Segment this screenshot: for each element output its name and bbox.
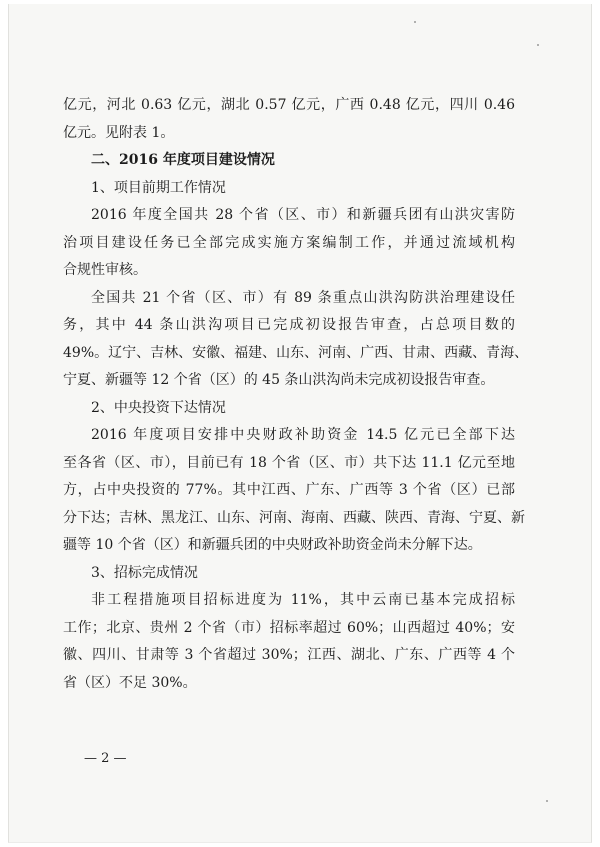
text-line: 亿元，河北 0.63 亿元，湖北 0.57 亿元，广西 0.48 亿元，四川 0.46: [63, 97, 515, 113]
text-line: 分下达；吉林、黑龙江、山东、河南、海南、西藏、陕西、青海、宁夏、新: [63, 509, 525, 526]
text-line: 全国共 21 个省（区、市）有 89 条重点山洪沟防洪治理建设任: [91, 289, 515, 306]
text-line: 疆等 10 个省（区）和新疆兵团的中央财政补助资金尚未分解下达。: [63, 537, 482, 553]
text-line: 徽、四川、甘肃等 3 个省超过 30%；江西、湖北、广东、广西等 4 个: [63, 647, 515, 663]
subsection-heading: 3、招标完成情况: [91, 564, 198, 581]
scan-speck: [414, 21, 416, 23]
page-number: — 2 —: [84, 751, 127, 766]
text-line: 49%。辽宁、吉林、安徽、福建、山东、河南、广西、甘肃、西藏、青海、: [63, 344, 529, 361]
text-line: 合规性审核。: [63, 262, 147, 278]
text-line: 至各省（区、市），目前已有 18 个省（区、市）共下达 11.1 亿元至地: [63, 454, 515, 471]
scan-speck: [537, 44, 539, 46]
text-line: 2016 年度项目安排中央财政补助资金 14.5 亿元已全部下达: [91, 427, 515, 443]
text-line: 亿元。见附表 1。: [63, 124, 175, 141]
section-heading: 二、2016 年度项目建设情况: [91, 152, 275, 168]
text-line: 省（区）不足 30%。: [63, 674, 197, 691]
scan-speck: [546, 800, 548, 802]
text-line: 工作；北京、贵州 2 个省（市）招标率超过 60%；山西超过 40%；安: [63, 619, 515, 636]
subsection-heading: 1、项目前期工作情况: [91, 179, 226, 196]
text-line: 2016 年度全国共 28 个省（区、市）和新疆兵团有山洪灾害防: [91, 207, 515, 223]
text-line: 非工程措施项目招标进度为 11%，其中云南已基本完成招标: [91, 592, 515, 608]
subsection-heading: 2、中央投资下达情况: [91, 399, 226, 416]
body-text: [63, 92, 529, 697]
text-line: 宁夏、新疆等 12 个省（区）的 45 条山洪沟尚未完成初设报告审查。: [63, 372, 495, 388]
text-line: 务，其中 44 条山洪沟项目已完成初设报告审查，占总项目数的: [63, 317, 515, 333]
text-line: 治项目建设任务已全部完成实施方案编制工作，并通过流域机构: [63, 234, 515, 251]
text-line: 方，占中央投资的 77%。其中江西、广东、广西等 3 个省（区）已部: [63, 482, 515, 498]
